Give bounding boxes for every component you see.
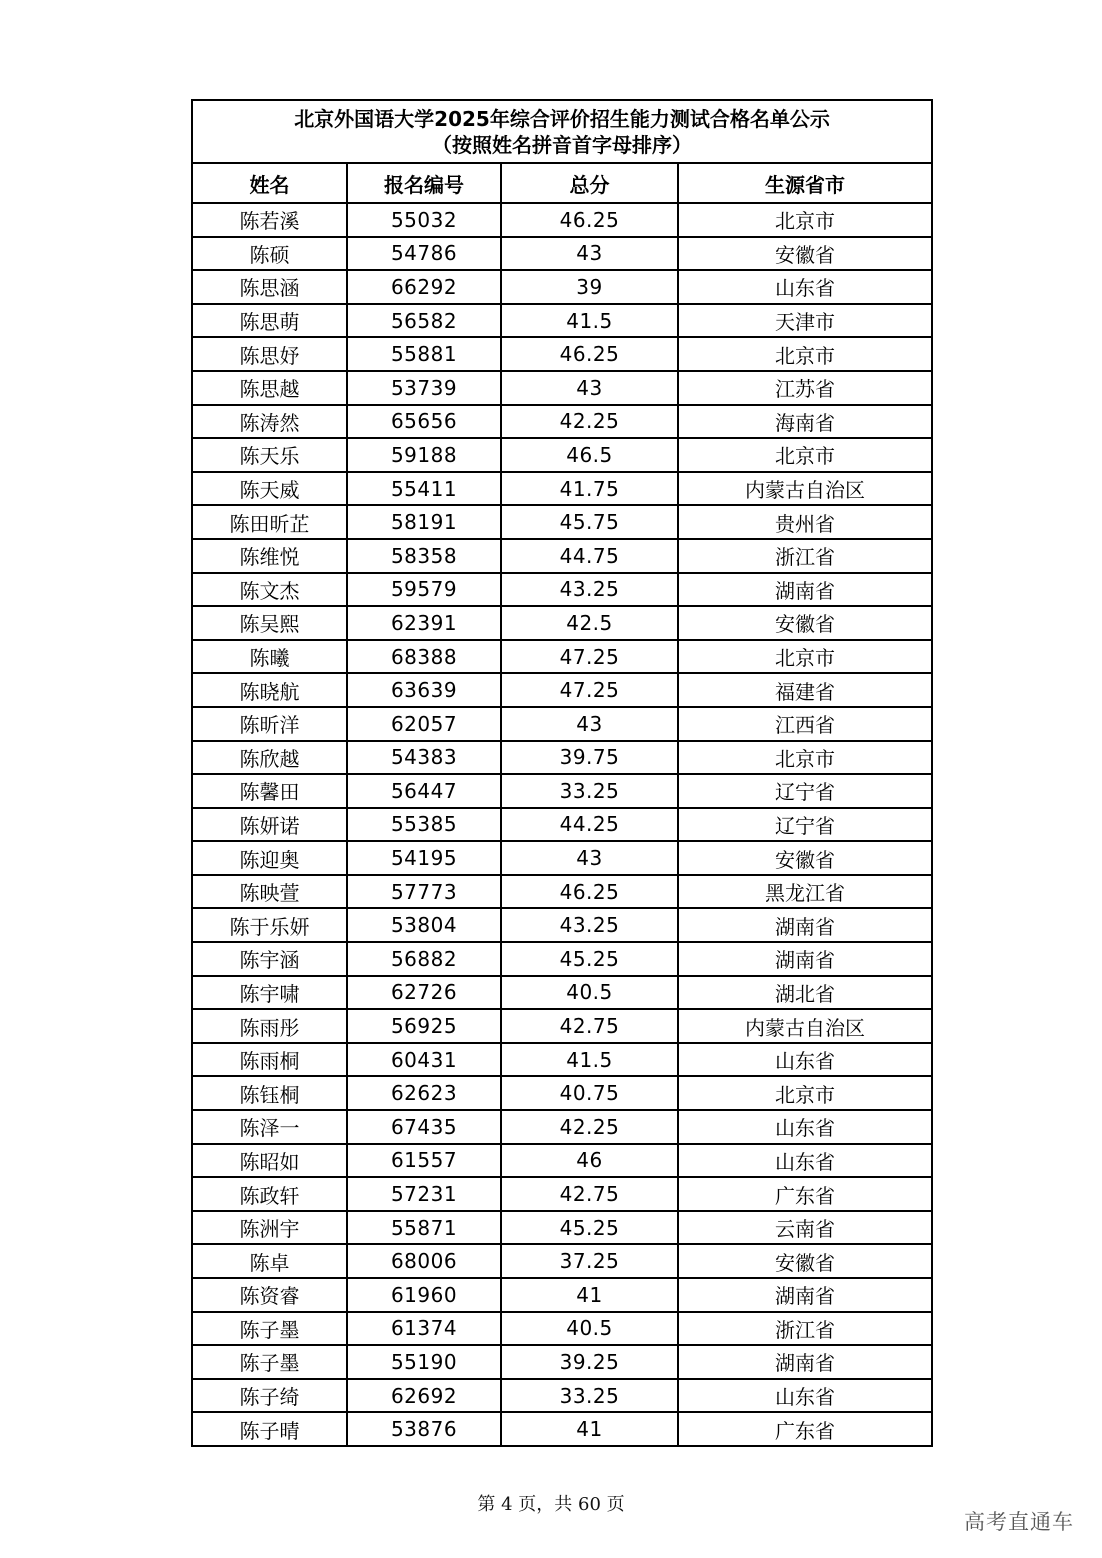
cell-name: 陈思妤 [192,337,347,371]
cell-reg-number: 55871 [347,1211,501,1245]
cell-province: 山东省 [678,270,932,304]
cell-province: 北京市 [678,1076,932,1110]
cell-name: 陈妍诺 [192,808,347,842]
cell-province: 山东省 [678,1110,932,1144]
cell-name: 陈子晴 [192,1412,347,1446]
cell-total-score: 45.25 [501,942,678,976]
cell-province: 山东省 [678,1144,932,1178]
cell-name: 陈文杰 [192,573,347,607]
table-row [192,472,932,506]
table-row [192,976,932,1010]
table-row [192,875,932,909]
cell-total-score: 43 [501,707,678,741]
table-row [192,1412,932,1446]
cell-province: 北京市 [678,438,932,472]
cell-reg-number: 63639 [347,673,501,707]
cell-province: 湖南省 [678,573,932,607]
cell-total-score: 40.75 [501,1076,678,1110]
cell-province: 黑龙江省 [678,875,932,909]
cell-total-score: 40.5 [501,976,678,1010]
cell-province: 北京市 [678,203,932,237]
cell-name: 陈政轩 [192,1177,347,1211]
table-row [192,1379,932,1413]
cell-name: 陈思越 [192,371,347,405]
table-row [192,304,932,338]
cell-reg-number: 55032 [347,203,501,237]
cell-name: 陈涛然 [192,405,347,439]
cell-reg-number: 55190 [347,1345,501,1379]
cell-total-score: 39.25 [501,1345,678,1379]
cell-province: 安徽省 [678,841,932,875]
cell-province: 山东省 [678,1379,932,1413]
cell-total-score: 46.25 [501,203,678,237]
column-header-name: 姓名 [192,163,347,203]
table-row [192,808,932,842]
cell-total-score: 33.25 [501,1379,678,1413]
cell-reg-number: 55411 [347,472,501,506]
cell-reg-number: 66292 [347,270,501,304]
cell-reg-number: 62726 [347,976,501,1010]
cell-name: 陈天威 [192,472,347,506]
column-header-total-score: 总分 [501,163,678,203]
cell-total-score: 42.75 [501,1177,678,1211]
table-row [192,1110,932,1144]
table-row [192,405,932,439]
table-row [192,1177,932,1211]
cell-reg-number: 57773 [347,875,501,909]
cell-reg-number: 59579 [347,573,501,607]
table-row [192,908,932,942]
cell-total-score: 46.25 [501,875,678,909]
cell-province: 贵州省 [678,505,932,539]
cell-name: 陈宇啸 [192,976,347,1010]
table-row [192,707,932,741]
cell-province: 山东省 [678,1043,932,1077]
watermark-text: 高考直通车 [964,1510,1074,1534]
table-row [192,741,932,775]
admission-list-table [191,99,933,1447]
cell-reg-number: 56925 [347,1009,501,1043]
cell-name: 陈宇涵 [192,942,347,976]
cell-reg-number: 62057 [347,707,501,741]
cell-province: 江西省 [678,707,932,741]
cell-total-score: 43.25 [501,573,678,607]
cell-province: 湖南省 [678,1278,932,1312]
cell-reg-number: 56882 [347,942,501,976]
cell-name: 陈昕洋 [192,707,347,741]
title-line-1: 北京外国语大学2025年综合评价招生能力测试合格名单公示 [294,106,830,131]
table-row [192,270,932,304]
cell-reg-number: 58358 [347,539,501,573]
table-row [192,237,932,271]
cell-reg-number: 62391 [347,606,501,640]
cell-province: 辽宁省 [678,774,932,808]
column-header-province: 生源省市 [678,163,932,203]
cell-total-score: 43.25 [501,908,678,942]
table-title [192,100,932,163]
cell-name: 陈迎奥 [192,841,347,875]
cell-province: 辽宁省 [678,808,932,842]
cell-total-score: 37.25 [501,1244,678,1278]
cell-total-score: 43 [501,371,678,405]
table-row [192,841,932,875]
cell-province: 海南省 [678,405,932,439]
cell-province: 湖南省 [678,942,932,976]
admission-list-sheet [191,99,931,1447]
cell-name: 陈欣越 [192,741,347,775]
table-row [192,1278,932,1312]
cell-province: 江苏省 [678,371,932,405]
table-row [192,606,932,640]
cell-name: 陈洲宇 [192,1211,347,1245]
cell-province: 北京市 [678,640,932,674]
cell-province: 安徽省 [678,606,932,640]
page-number: 第 4 页，共 60 页 [477,1494,625,1515]
cell-province: 内蒙古自治区 [678,472,932,506]
cell-reg-number: 55385 [347,808,501,842]
cell-name: 陈映萱 [192,875,347,909]
cell-name: 陈卓 [192,1244,347,1278]
cell-total-score: 44.25 [501,808,678,842]
table-row [192,1312,932,1346]
cell-province: 浙江省 [678,539,932,573]
title-line-2: （按照姓名拼音首字母排序） [432,132,693,157]
cell-province: 安徽省 [678,1244,932,1278]
table-row [192,774,932,808]
cell-total-score: 39 [501,270,678,304]
cell-total-score: 47.25 [501,640,678,674]
cell-reg-number: 56447 [347,774,501,808]
cell-name: 陈子墨 [192,1345,347,1379]
cell-name: 陈雨桐 [192,1043,347,1077]
table-row [192,573,932,607]
table-row [192,505,932,539]
cell-name: 陈于乐妍 [192,908,347,942]
cell-name: 陈维悦 [192,539,347,573]
cell-total-score: 45.25 [501,1211,678,1245]
cell-name: 陈泽一 [192,1110,347,1144]
cell-total-score: 41 [501,1412,678,1446]
cell-reg-number: 62623 [347,1076,501,1110]
table-row [192,942,932,976]
cell-reg-number: 58191 [347,505,501,539]
cell-province: 北京市 [678,741,932,775]
cell-total-score: 46 [501,1144,678,1178]
cell-reg-number: 57231 [347,1177,501,1211]
cell-reg-number: 56582 [347,304,501,338]
cell-reg-number: 53804 [347,908,501,942]
cell-province: 浙江省 [678,1312,932,1346]
cell-total-score: 39.75 [501,741,678,775]
cell-province: 湖南省 [678,1345,932,1379]
cell-reg-number: 60431 [347,1043,501,1077]
cell-reg-number: 62692 [347,1379,501,1413]
table-row [192,1244,932,1278]
cell-province: 广东省 [678,1177,932,1211]
cell-province: 安徽省 [678,237,932,271]
cell-name: 陈吴熙 [192,606,347,640]
cell-reg-number: 67435 [347,1110,501,1144]
cell-total-score: 43 [501,237,678,271]
cell-total-score: 41.5 [501,304,678,338]
cell-province: 北京市 [678,337,932,371]
cell-province: 福建省 [678,673,932,707]
table-row [192,1144,932,1178]
cell-name: 陈子绮 [192,1379,347,1413]
cell-total-score: 45.75 [501,505,678,539]
cell-name: 陈若溪 [192,203,347,237]
cell-total-score: 41.5 [501,1043,678,1077]
cell-name: 陈曦 [192,640,347,674]
cell-total-score: 46.5 [501,438,678,472]
cell-reg-number: 53739 [347,371,501,405]
cell-name: 陈天乐 [192,438,347,472]
cell-reg-number: 54195 [347,841,501,875]
cell-total-score: 46.25 [501,337,678,371]
table-row [192,1009,932,1043]
table-row [192,1043,932,1077]
cell-province: 天津市 [678,304,932,338]
cell-reg-number: 59188 [347,438,501,472]
cell-reg-number: 61557 [347,1144,501,1178]
table-row [192,673,932,707]
column-header-reg-number: 报名编号 [347,163,501,203]
table-row [192,337,932,371]
cell-reg-number: 68388 [347,640,501,674]
cell-name: 陈思涵 [192,270,347,304]
header-row [192,163,932,203]
cell-reg-number: 68006 [347,1244,501,1278]
cell-total-score: 41.75 [501,472,678,506]
table-row [192,438,932,472]
table-row [192,1211,932,1245]
cell-reg-number: 53876 [347,1412,501,1446]
cell-total-score: 42.5 [501,606,678,640]
cell-total-score: 42.25 [501,405,678,439]
table-row [192,1345,932,1379]
cell-total-score: 44.75 [501,539,678,573]
cell-province: 内蒙古自治区 [678,1009,932,1043]
cell-total-score: 47.25 [501,673,678,707]
cell-province: 湖南省 [678,908,932,942]
cell-reg-number: 65656 [347,405,501,439]
cell-name: 陈雨彤 [192,1009,347,1043]
cell-province: 云南省 [678,1211,932,1245]
cell-name: 陈晓航 [192,673,347,707]
cell-name: 陈田昕芷 [192,505,347,539]
cell-total-score: 40.5 [501,1312,678,1346]
cell-total-score: 42.25 [501,1110,678,1144]
cell-total-score: 33.25 [501,774,678,808]
cell-province: 湖北省 [678,976,932,1010]
cell-name: 陈馨田 [192,774,347,808]
cell-reg-number: 54383 [347,741,501,775]
table-row [192,640,932,674]
cell-name: 陈子墨 [192,1312,347,1346]
cell-name: 陈硕 [192,237,347,271]
table-row [192,203,932,237]
cell-name: 陈资睿 [192,1278,347,1312]
cell-reg-number: 61960 [347,1278,501,1312]
cell-name: 陈昭如 [192,1144,347,1178]
cell-name: 陈钰桐 [192,1076,347,1110]
cell-name: 陈思萌 [192,304,347,338]
cell-reg-number: 61374 [347,1312,501,1346]
cell-province: 广东省 [678,1412,932,1446]
cell-total-score: 42.75 [501,1009,678,1043]
cell-total-score: 43 [501,841,678,875]
table-row [192,371,932,405]
table-row [192,1076,932,1110]
table-row [192,539,932,573]
cell-reg-number: 54786 [347,237,501,271]
cell-reg-number: 55881 [347,337,501,371]
cell-total-score: 41 [501,1278,678,1312]
